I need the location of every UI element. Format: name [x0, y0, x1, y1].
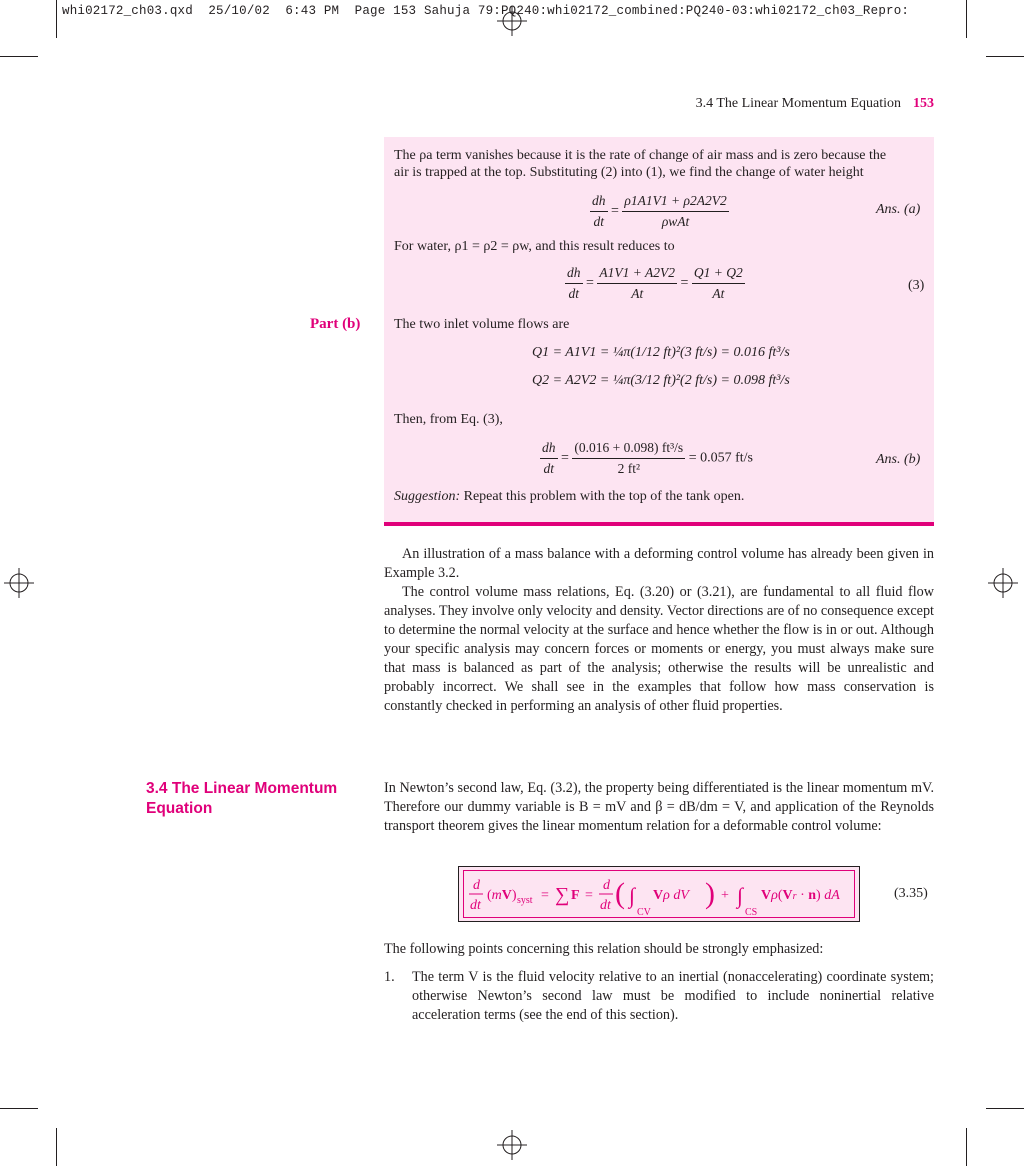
- section-intro: [384, 779, 934, 836]
- paragraph: The following points concerning this relation should be strongly emphasized:: [384, 941, 824, 957]
- svg-text:(mV): (mV): [487, 888, 517, 903]
- equation-a: $\frac{dh}{dt}$ = $\frac{\rho 1A1V1 + \rho 2A2V2}{\text{ρwAt}}$: [592, 193, 727, 229]
- svg-text:Vρ(Vr · n) dA: Vρ(Vr · n) dA: [761, 888, 840, 903]
- momentum-equation-box: [458, 866, 860, 922]
- answer-b-label: Ans. (b): [876, 452, 921, 467]
- svg-text:dt: dt: [600, 898, 611, 913]
- crop-mark: [0, 56, 38, 57]
- running-head: [696, 96, 934, 112]
- example-intro-line: The ρa term vanishes because it is the rate of change of air mass and is zero because the: [394, 148, 887, 163]
- svg-text:=: =: [541, 888, 549, 903]
- eq-a-lhs-num: dh: [590, 192, 608, 212]
- eq3-num2: Q1 + Q2: [692, 264, 745, 284]
- svg-text:∑: ∑: [555, 884, 570, 906]
- eq3-num1: A1V1 + A2V2: [597, 264, 677, 284]
- then-line: Then, from Eq. (3),: [394, 412, 503, 427]
- momentum-equation: [459, 867, 857, 919]
- eq-a-rhs-den: ρwAt: [661, 214, 690, 229]
- list-item-text: The term V is the fluid velocity relative to an inertial (nonaccelerating) coordinate system; otherwise Newton’s second law must be modified to include noninertial relative acceleration terms (see the end of this section).: [412, 969, 934, 1023]
- crop-mark: [986, 1108, 1024, 1109]
- svg-text:F: F: [571, 888, 580, 903]
- list-marker: 1.: [384, 969, 395, 985]
- eq3-lhs-den: dt: [568, 286, 579, 301]
- print-slug: whi02172_ch03.qxd 25/10/02 6:43 PM Page 153 Sahuja 79:PQ240:whi02172_combined:PQ240-03:whi02172_ch03_Repro:: [62, 4, 910, 18]
- eq-b-lhs-den: dt: [543, 461, 554, 476]
- crop-mark: [56, 1128, 57, 1166]
- equation-3: $\frac{dh}{dt}$ = $\frac{A1V1 + A2V2}{At}$ = $\frac{Q1 + Q2}{At}$: [567, 265, 743, 301]
- crop-mark: [986, 56, 1024, 57]
- inlet-flows-line: The two inlet volume flows are: [394, 317, 570, 332]
- eq-b-result: = 0.057 ft/s: [688, 450, 753, 466]
- registration-mark-icon: [497, 6, 527, 36]
- registration-mark-icon: [4, 568, 34, 598]
- registration-mark-icon: [497, 1130, 527, 1160]
- crop-mark: [56, 0, 57, 38]
- svg-text:∫: ∫: [737, 883, 744, 908]
- paragraph: In Newton’s second law, Eq. (3.2), the property being differentiated is the linear momentum mV. Therefore our dummy variable is B = mV and β = dB/dm = V, and application of the Reynolds transport theorem gives the linear momentum relation for a deformable control volume:: [384, 780, 934, 834]
- water-line: For water, ρ1 = ρ2 = ρw, and this result reduces to: [394, 239, 675, 254]
- svg-text:(: (: [615, 877, 625, 910]
- suggestion-label: Suggestion:: [394, 489, 461, 504]
- svg-text:): ): [705, 877, 715, 910]
- q2-equation: Q2 = A2V2 = ¼π(3/12 ft)²(2 ft/s) = 0.098 ft³/s: [532, 373, 790, 388]
- svg-text:syst: syst: [517, 895, 533, 906]
- registration-mark-icon: [988, 568, 1018, 598]
- body-text: [384, 545, 934, 716]
- crop-mark: [0, 1108, 38, 1109]
- equation-b: $\frac{dh}{dt}$ = $\frac{\text{(0.016 + 0.098) ft³/s}}{\text{2 ft²}}$ = 0.057 ft/s: [542, 440, 753, 476]
- list-item: [384, 968, 934, 1025]
- svg-text:+: +: [721, 888, 729, 903]
- svg-text:∫: ∫: [629, 883, 636, 908]
- example-box: [384, 137, 934, 526]
- answer-a-label: Ans. (a): [876, 202, 921, 217]
- eq-b-lhs-num: dh: [540, 439, 558, 459]
- eq-b-num: (0.016 + 0.098) ft³/s: [572, 439, 685, 459]
- paragraph: The control volume mass relations, Eq. (3.20) or (3.21), are fundamental to all fluid flow analyses. They involve only velocity and density. Vector directions are of no consequence except to determine the normal velocity at the surface and hence whether the flow is in or out. Although your specific analysis may concern forces or moments or energy, you must always make sure that mass is balanced as part of the analysis; otherwise the results will be unrealistic and probably incorrect. We shall see in the examples that follow how mass conservation is constantly checked in performing an analysis of other fluid properties.: [384, 584, 934, 714]
- eq-a-lhs-den: dt: [593, 214, 604, 229]
- crop-mark: [966, 0, 967, 38]
- q1-equation: Q1 = A1V1 = ¼π(1/12 ft)²(3 ft/s) = 0.016 ft³/s: [532, 345, 790, 360]
- eq3-den2: At: [712, 286, 725, 301]
- eq-a-rhs-num: ρ1A1V1 + ρ2A2V2: [622, 192, 728, 212]
- section-title: 3.4 The Linear Momentum Equation: [146, 780, 338, 817]
- svg-text:dt: dt: [470, 898, 481, 913]
- points-intro: [384, 940, 934, 959]
- svg-text:Vρ dV: Vρ dV: [653, 888, 689, 903]
- paragraph: An illustration of a mass balance with a deforming control volume has already been given in Example 3.2.: [384, 546, 934, 581]
- eq3-lhs-num: dh: [565, 264, 583, 284]
- svg-text:d: d: [603, 878, 610, 893]
- svg-text:=: =: [585, 888, 593, 903]
- eq3-den1: At: [631, 286, 644, 301]
- svg-text:d: d: [473, 878, 480, 893]
- svg-text:CS: CS: [745, 907, 758, 918]
- suggestion: [394, 488, 744, 506]
- equation-number: (3.35): [894, 886, 928, 901]
- example-intro-line: air is trapped at the top. Substituting (2) into (1), we find the change of water height: [394, 165, 864, 180]
- suggestion-text: Repeat this problem with the top of the tank open.: [463, 489, 745, 504]
- part-b-label: Part (b): [310, 316, 361, 332]
- crop-mark: [966, 1128, 967, 1166]
- page-number: 153: [913, 96, 934, 111]
- eq-b-den: 2 ft²: [617, 461, 640, 476]
- svg-text:CV: CV: [637, 907, 651, 918]
- running-head-title: 3.4 The Linear Momentum Equation: [695, 96, 901, 111]
- equation-3-number: (3): [908, 278, 925, 293]
